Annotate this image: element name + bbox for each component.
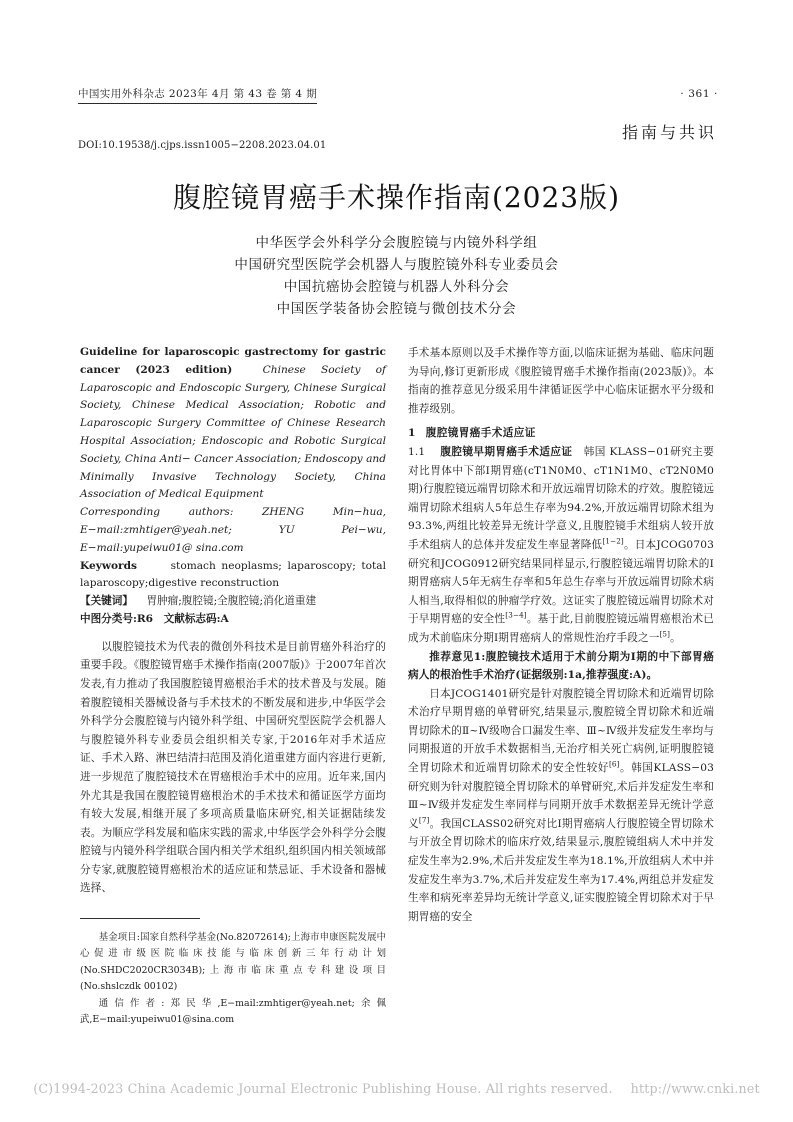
english-corresponding: Corresponding authors: ZHENG Min−hua, E−mail:zmhtiger@yeah.net; YU Pei−wu, E−mail:yupeiwu01@ sina.com (80, 506, 386, 554)
heading-1-1-number: 1.1 (408, 445, 426, 458)
recommendation-1-label: 推荐意见1: (429, 650, 486, 663)
footnote-block (80, 930, 386, 1028)
reference-5: [5] (659, 629, 671, 639)
page-title: 腹腔镜胃癌手术操作指南(2023版) (172, 181, 621, 214)
journal-citation-line: 中国实用外科杂志 2023年 4月 第 43 卷 第 4 期 (78, 86, 317, 104)
evidence-2-body-b: 。韩国KLASS−03研究则为针对腹腔镜全胃切除术的单臂研究,术后并发症发生率和Ⅲ~Ⅳ级并发症发生率同样与同期开放手术数据差异无统计学意义 (408, 762, 715, 830)
section-1-1-body-d: 。 (670, 631, 681, 644)
english-title: Guideline for laparoscopic gastrectomy for gastric cancer (2023 edition) (80, 346, 386, 376)
reference-1-2: [1−2] (602, 536, 624, 546)
evidence-2-body-c: 。我国CLASS02研究对比Ⅰ期胃癌病人行腹腔镜全胃切除术与开放全胃切除术的临床疗效,结果显示,腹腔镜组病人术中并发症发生率为2.9%,术后并发症发生率为18.1%,开放组病人术中并发症发生率为3.7%,术后并发症发生率为17.4%,两组总并发症发生率和病死率差异均无统计学意义,证实腹腔镜全胃切除术对于早期胃癌的安全 (408, 817, 714, 923)
heading-1-indications (408, 424, 714, 443)
chinese-keywords-label: 【关键词】 (80, 595, 133, 608)
section-1-1-body-b: 。日本JCOG0703研究和JCOG0912研究结果同样显示,行腹腔镜远端胃切除术的Ⅰ期胃癌病人5年无病生存率和5年总生存率与开放远端胃切除术病人相当,取得相似的肿瘤学疗效。这证实了腹腔镜远端胃切除术对于早期胃癌的安全性 (408, 538, 714, 626)
intro-paragraph: 以腹腔镜技术为代表的微创外科技术是目前胃癌外科治疗的重要手段。《腹腔镜胃癌手术操作指南(2007版)》于2007年首次发表,有力推动了我国腹腔镜胃癌根治手术的技术普及与发展。随着腹腔镜相关器械设备与手术技术的不断发展和进步,中华医学会外科学分会腹腔镜与内镜外科学组、中国研究型医院学会机器人与腹腔镜外科专业委员会组织相关专家,于2016年对手术适应证、手术入路、淋巴结清扫范围及消化道重建方面内容进行更新,进一步规范了腹腔镜技术在胃癌根治手术中的应用。近年来,国内外尤其是我国在腹腔镜胃癌根治术的手术技术和循证医学方面均有较大发展,相继开展了多项高质量临床研究,相关证据陆续发表。为顺应学科发展和临床实践的需求,中华医学会外科学分会腹腔镜与内镜外科学组联合国内相关学术组织,组织国内相关领域部分专家,就腹腔镜胃癌根治术的适应证和禁忌证、手术设备和器械选择、 (80, 640, 386, 895)
reference-6: [6] (608, 759, 620, 769)
evidence-paragraph-2 (408, 685, 714, 927)
funding-note: 基金项目:国家自然科学基金(No.82072614);上海市申康医院发展中心促进市级医院临床技能与临床创新三年行动计划(No.SHDC2020CR3034B);上海市临床重点专科建设项目(No.shslczdk 00102) (80, 932, 386, 993)
author-org-3: 中国抗癌协会腔镜与机器人外科分会 (283, 279, 510, 295)
heading-1-title: 腹腔镜胃癌手术适应证 (425, 427, 536, 440)
heading-1-number: 1 (408, 427, 416, 440)
continued-paragraph: 手术基本原则以及手术操作等方面,以临床证据为基础、临床问题为导向,修订更新形成《腹腔镜胃癌手术操作指南(2023版)》。本指南的推荐意见分级采用牛津循证医学中心临床证据水平分级和推荐级别。 (408, 347, 714, 415)
running-head (78, 86, 718, 104)
cnki-url: http://www.cnki.net (630, 1081, 760, 1096)
classification-line: 中图分类号:R6 文献标志码:A (80, 612, 229, 625)
heading-1-1-title: 腹腔镜早期胃癌手术适应证 (440, 445, 573, 458)
right-column (408, 344, 714, 926)
recommendation-1-text: 腹腔镜技术适用于术前分期为Ⅰ期的中下部胃癌病人的根治性手术治疗(证据级别:1a,推荐强度:A)。 (408, 650, 714, 682)
english-keywords-value: stomach neoplasms; laparoscopy; total laparoscopy;digestive reconstruction (80, 559, 386, 590)
english-abstract-block (80, 344, 386, 504)
author-organizations (0, 232, 793, 320)
recommendation-1 (408, 648, 714, 685)
chinese-keywords-value: 胃肿瘤;腹腔镜;全腹腔镜;消化道重建 (146, 595, 317, 608)
paragraph-spacer (80, 629, 386, 638)
author-org-1: 中华医学会外科学分会腹腔镜与内镜外科学组 (255, 235, 538, 251)
reference-7: [7] (418, 815, 430, 825)
left-column (80, 344, 386, 898)
author-org-2: 中国研究型医院学会机器人与腹腔镜外科专业委员会 (234, 257, 559, 273)
cnki-copyright-text: (C)1994-2023 China Academic Journal Electronic Publishing House. All rights reserved. (33, 1081, 613, 1096)
section-1-1-body-a: 韩国 KLASS−01研究主要对比胃体中下部Ⅰ期胃癌(cT1N0M0、cT1N1M0、cT2N0M0期)行腹腔镜远端胃切除术和开放远端胃切除术的疗效。腹腔镜远端胃切除术组病人5年总生存率为94.2%,开放远端胃切除术组为93.3%,两组比较差异无统计学意义,且腹腔镜手术组病人较开放手术组病人的总体并发症发生率显著降低 (408, 445, 714, 551)
cnki-copyright-footer (0, 1081, 793, 1096)
evidence-2-body-a: 日本JCOG1401研究是针对腹腔镜全胃切除术和近端胃切除术治疗早期胃癌的单臂研究,结果显示,腹腔镜全胃切除术和近端胃切除术的Ⅱ~Ⅳ级吻合口漏发生率、Ⅲ~Ⅳ级并发症发生率均与同期报道的开放手术数据相当,无治疗相关死亡病例,证明腹腔镜全胃切除术和近端胃切除术的安全性较好 (408, 687, 714, 775)
section-kind-label: 指南与共识 (621, 123, 717, 142)
english-affiliations: Chinese Society of Laparoscopic and Endoscopic Surgery, Chinese Surgical Society, Chinese Medical Association; Robotic and Laparoscopic Surgery Committee of Chinese Research Hospital Association; Endoscopic and Robotic Surgical Society, China Anti− Cancer Association; Endoscopy and Minimally Invasive Technology Society, China Association of Medical Equipment (80, 363, 386, 501)
english-keywords-label: Keywords (80, 559, 138, 572)
corresponding-author-note: 通信作者:郑民华,E−mail:zmhtiger@yeah.net;余佩武,E−mail:yupeiwu01@sina.com (80, 997, 386, 1026)
doi-line: DOI:10.19538/j.cjps.issn1005−2208.2023.04.01 (78, 140, 327, 151)
chinese-keywords (80, 593, 386, 611)
section-1-1-body-c: 。基于此,目前腹腔镜远端胃癌根治术已成为术前临床分期Ⅰ期胃癌病人的常规性治疗手段之一 (408, 613, 714, 644)
footnote-rule (80, 918, 200, 919)
english-keywords (80, 558, 386, 594)
author-org-4: 中国医学装备协会腔镜与微创技术分会 (276, 301, 517, 317)
reference-3-4: [3−4] (505, 610, 527, 620)
section-1-1 (408, 443, 714, 648)
page-number: · 361 · (680, 88, 718, 100)
